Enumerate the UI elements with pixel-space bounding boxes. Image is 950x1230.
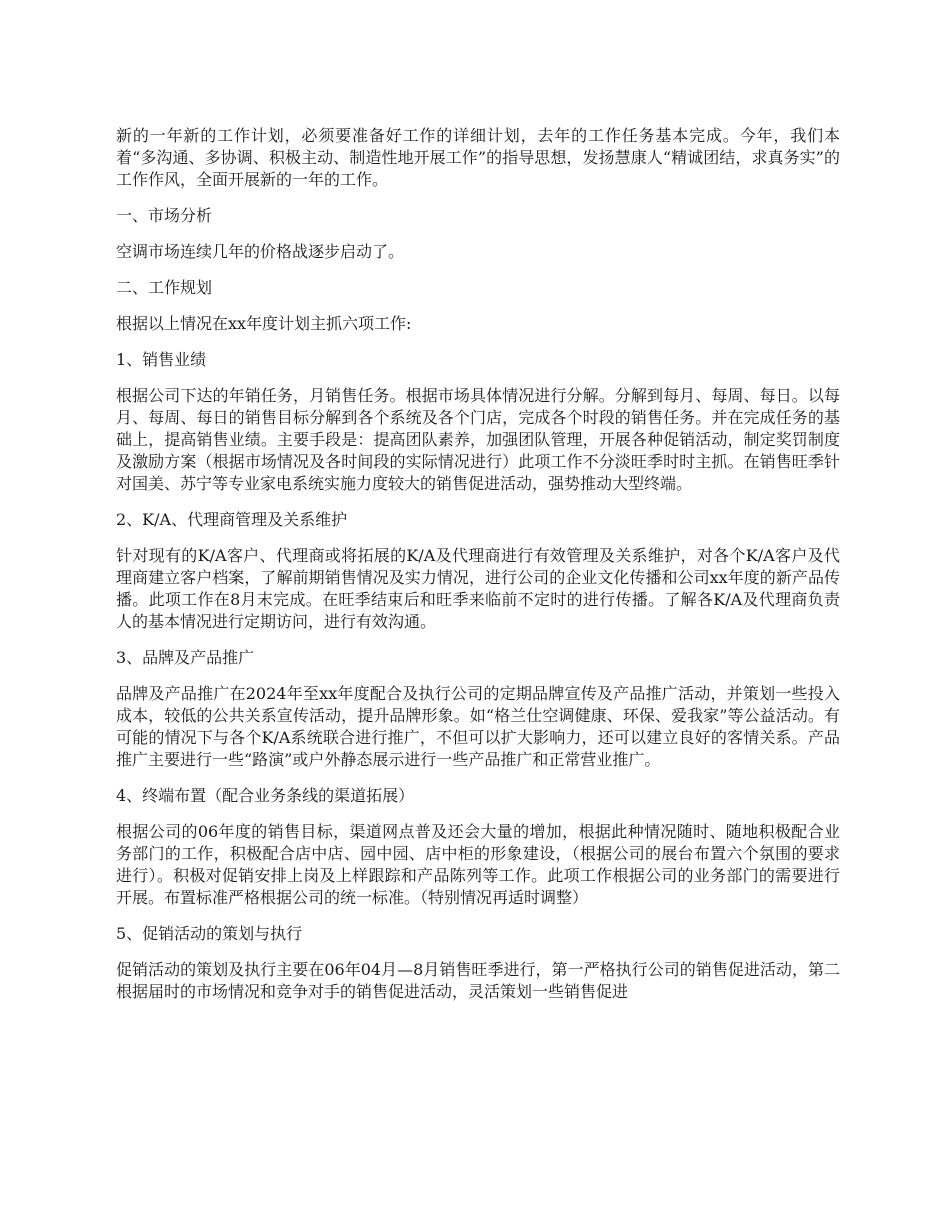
section-heading-work-plan: 二、工作规划 (116, 278, 213, 297)
document-body (116, 125, 840, 1017)
sales-performance-paragraph: 根据公司下达的年销任务，月销售任务。根据市场具体情况进行分解。分解到每月、每周、每日。以每月、每周、每日的销售目标分解到各个系统及各个门店，完成各个时段的销售任务。并在完成任务的基础上，提高销售业绩。主要手段是：提高团队素养，加强团队管理，开展各种促销活动，制定奖罚制度及激励方案（根据市场情况及各时间段的实际情况进行）此项工作不分淡旺季时时主抓。在销售旺季针对国美、苏宁等专业家电系统实施力度较大的销售促进活动，强势推动大型终端。 (116, 386, 840, 493)
item-heading-sales-performance: 1、销售业绩 (116, 350, 207, 369)
item-heading-promotion-activities: 5、促销活动的策划与执行 (116, 924, 303, 943)
item-heading-brand-promotion: 3、品牌及产品推广 (116, 648, 255, 667)
promotion-activities-paragraph: 促销活动的策划及执行主要在06年04月—8月销售旺季进行，第一严格执行公司的销售促进活动，第二根据届时的市场情况和竞争对手的销售促进活动，灵活策划一些销售促进 (116, 960, 840, 1001)
item-heading-ka-agent-management: 2、K/A、代理商管理及关系维护 (116, 510, 348, 529)
market-analysis-paragraph: 空调市场连续几年的价格战逐步启动了。 (116, 242, 405, 261)
ka-agent-management-paragraph: 针对现有的K/A客户、代理商或将拓展的K/A及代理商进行有效管理及关系维护，对各个K/A客户及代理商建立客户档案，了解前期销售情况及实力情况，进行公司的企业文化传播和公司xx年度的新产品传播。此项工作在8月末完成。在旺季结束后和旺季来临前不定时的进行传播。了解各K/A及代理商负责人的基本情况进行定期访问，进行有效沟通。 (116, 546, 840, 631)
item-heading-terminal-layout: 4、终端布置（配合业务条线的渠道拓展） (116, 786, 415, 805)
section-heading-market-analysis: 一、市场分析 (116, 206, 213, 225)
intro-paragraph: 新的一年新的工作计划，必须要准备好工作的详细计划，去年的工作任务基本完成。今年，我们本着“多沟通、多协调、积极主动、制造性地开展工作”的指导思想，发扬慧康人“精诚团结，求真务实”的工作作风，全面开展新的一年的工作。 (116, 126, 840, 189)
terminal-layout-paragraph: 根据公司的06年度的销售目标，渠道网点普及还会大量的增加，根据此种情况随时、随地积极配合业务部门的工作，积极配合店中店、园中园、店中柜的形象建设，（根据公司的展台布置六个氛围的要求进行）。积极对促销安排上岗及上样跟踪和产品陈列等工作。此项工作根据公司的业务部门的需要进行开展。布置标准严格根据公司的统一标准。（特别情况再适时调整） (116, 822, 840, 907)
brand-promotion-paragraph: 品牌及产品推广在2024年至xx年度配合及执行公司的定期品牌宣传及产品推广活动，并策划一些投入成本，较低的公共关系宣传活动，提升品牌形象。如“格兰仕空调健康、环保、爱我家”等公益活动。有可能的情况下与各个K/A系统联合进行推广，不但可以扩大影响力，还可以建立良好的客情关系。产品推广主要进行一些“路演”或户外静态展示进行一些产品推广和正常营业推广。 (116, 684, 840, 769)
work-plan-paragraph: 根据以上情况在xx年度计划主抓六项工作: (116, 314, 412, 333)
